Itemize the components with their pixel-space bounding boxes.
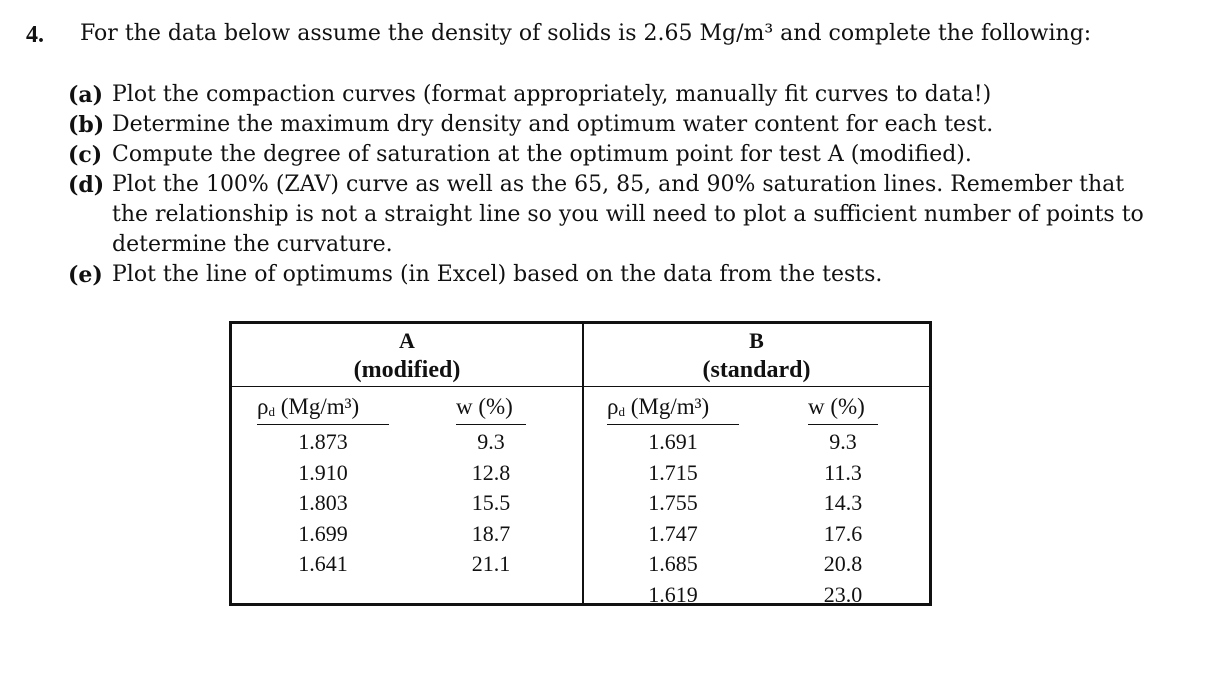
dry-density-cell: 1.715: [648, 459, 698, 485]
table-row: [584, 490, 929, 521]
test-b-water-underline: [808, 424, 878, 425]
dry-density-cell: 1.910: [298, 459, 348, 485]
test-a-header-rule: [232, 386, 582, 387]
test-a-name: A: [399, 328, 415, 353]
dry-density-cell: 1.619: [648, 581, 698, 607]
part-tag: (b): [68, 112, 105, 138]
part-line: Plot the line of optimums (in Excel) based on the data from the tests.: [112, 262, 883, 287]
test-b-type: (standard): [702, 357, 811, 383]
part-item: [68, 80, 1158, 110]
test-a-density-header: [257, 394, 359, 420]
test-b-water-header: w (%): [808, 394, 865, 419]
density-unit: (Mg/m³): [624, 394, 710, 419]
part-item: [68, 110, 1158, 140]
part-line: Compute the degree of saturation at the optimum point for test A (modified).: [112, 142, 972, 167]
part-tag: (c): [68, 142, 103, 168]
table-row: [584, 582, 929, 613]
density-subscript: d: [268, 404, 275, 419]
density-subscript: d: [618, 404, 625, 419]
water-content-cell: 21.1: [471, 551, 511, 577]
compaction-data-table: [229, 321, 932, 606]
table-row: [584, 429, 929, 460]
dry-density-cell: 1.755: [648, 490, 698, 516]
water-content-cell: 12.8: [471, 459, 511, 485]
table-row: [232, 521, 582, 552]
dry-density-cell: 1.803: [298, 490, 348, 516]
part-item: [68, 140, 1158, 170]
density-symbol: ρ: [607, 394, 619, 419]
table-row: [232, 490, 582, 521]
part-line: Determine the maximum dry density and optimum water content for each test.: [112, 112, 994, 137]
test-b-name: B: [749, 328, 764, 353]
test-b-density-header: [607, 394, 709, 420]
water-content-cell: 9.3: [829, 429, 857, 454]
part-item: [68, 170, 1158, 260]
problem-stem: For the data below assume the density of solids is 2.65 Mg/m³ and complete the following:: [80, 21, 1092, 46]
water-content-cell: 18.7: [471, 520, 511, 546]
test-b-header-rule: [584, 386, 929, 387]
test-a-water-header: w (%): [456, 394, 513, 419]
density-unit: (Mg/m³): [274, 394, 360, 419]
test-a-rows: [232, 429, 582, 582]
dry-density-cell: 1.747: [648, 520, 698, 546]
density-symbol: ρ: [257, 394, 269, 419]
part-item: [68, 260, 1158, 290]
table-row: [584, 551, 929, 582]
dry-density-cell: 1.873: [298, 429, 348, 454]
part-tag: (a): [68, 82, 104, 108]
part-tag: (d): [68, 172, 105, 198]
water-content-cell: 15.5: [471, 490, 511, 516]
test-a-water-underline: [456, 424, 526, 425]
table-row: [584, 460, 929, 491]
test-b-density-underline: [607, 424, 739, 425]
water-content-cell: 9.3: [477, 429, 505, 454]
table-row: [232, 551, 582, 582]
water-content-cell: 14.3: [823, 490, 863, 516]
test-a-density-underline: [257, 424, 389, 425]
part-line: the relationship is not a straight line so you will need to plot a sufficient number of points to: [112, 202, 1144, 227]
test-b-column: [584, 324, 929, 607]
dry-density-cell: 1.685: [648, 551, 698, 577]
table-row: [232, 460, 582, 491]
part-line: Plot the 100% (ZAV) curve as well as the 65, 85, and 90% saturation lines. Remember that: [112, 172, 1125, 197]
dry-density-cell: 1.641: [298, 551, 348, 577]
dry-density-cell: 1.699: [298, 520, 348, 546]
water-content-cell: 20.8: [823, 551, 863, 577]
water-content-cell: 23.0: [823, 581, 863, 607]
problem-number: 4.: [26, 22, 44, 48]
parts-list: [68, 80, 1158, 290]
test-a-column: [232, 324, 582, 603]
table-row: [584, 521, 929, 552]
table-row: [232, 429, 582, 460]
test-b-rows: [584, 429, 929, 613]
test-a-type: (modified): [353, 357, 461, 383]
part-line: Plot the compaction curves (format appropriately, manually fit curves to data!): [112, 82, 992, 107]
water-content-cell: 17.6: [823, 520, 863, 546]
part-line: determine the curvature.: [112, 232, 393, 257]
water-content-cell: 11.3: [824, 459, 862, 485]
dry-density-cell: 1.691: [648, 429, 698, 454]
part-tag: (e): [68, 262, 103, 288]
